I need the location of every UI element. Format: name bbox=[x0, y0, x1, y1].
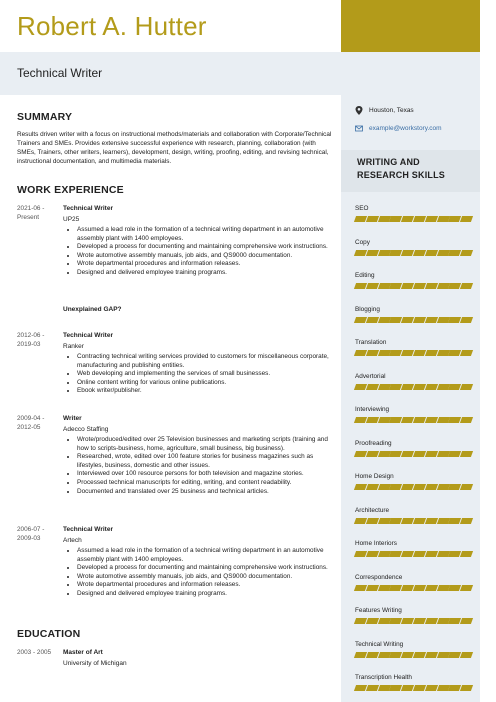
entry-bullets bbox=[63, 436, 335, 496]
skill-rating-segment bbox=[354, 317, 367, 323]
skill-item bbox=[355, 506, 473, 524]
email-link[interactable]: example@workstory.com bbox=[369, 125, 442, 132]
skills-heading: WRITING AND RESEARCH SKILLS bbox=[357, 157, 446, 180]
skill-rating-segment bbox=[413, 317, 426, 323]
right-gutter bbox=[480, 0, 496, 702]
skill-rating-segment bbox=[460, 283, 473, 289]
list-item: • Wrote departmental procedures and information releases. bbox=[77, 260, 335, 269]
skill-rating-segment bbox=[366, 283, 379, 289]
list-item: • Designed and delivered employee training programs. bbox=[77, 590, 335, 599]
skill-rating-bar bbox=[355, 518, 473, 524]
skill-rating-segment bbox=[460, 685, 473, 691]
skill-name: Home Design bbox=[355, 473, 394, 480]
skill-rating-segment bbox=[425, 283, 438, 289]
skill-item bbox=[355, 606, 473, 624]
skill-name: Transcription Health bbox=[355, 674, 412, 681]
skill-rating-segment bbox=[425, 484, 438, 490]
skill-rating-segment bbox=[413, 585, 426, 591]
skill-rating-segment bbox=[425, 685, 438, 691]
skill-rating-segment bbox=[413, 384, 426, 390]
skill-name: Interviewing bbox=[355, 406, 390, 413]
skill-rating-segment bbox=[366, 484, 379, 490]
skill-rating-bar bbox=[355, 317, 473, 323]
skill-rating-segment bbox=[460, 384, 473, 390]
skill-rating-segment bbox=[425, 618, 438, 624]
skill-name: Features Writing bbox=[355, 607, 402, 614]
skill-rating-bar bbox=[355, 350, 473, 356]
skill-rating-segment bbox=[460, 417, 473, 423]
job-title: Technical Writer bbox=[17, 66, 103, 80]
entry-role: Writer bbox=[63, 415, 82, 422]
entry-dates: 2006-07 - 2009-03 bbox=[17, 526, 45, 542]
skill-item bbox=[355, 372, 473, 390]
skill-rating-segment bbox=[366, 585, 379, 591]
skill-item bbox=[355, 439, 473, 457]
list-item: • Developed a process for documenting and maintaining comprehensive work instructions. bbox=[77, 243, 335, 252]
skill-rating-bar bbox=[355, 484, 473, 490]
skill-rating-segment bbox=[366, 250, 379, 256]
entry-dates: 2003 - 2005 bbox=[17, 649, 52, 656]
entry-bullets bbox=[63, 547, 335, 599]
skill-rating-segment bbox=[354, 384, 367, 390]
skill-rating-segment bbox=[366, 317, 379, 323]
skill-rating-segment bbox=[425, 317, 438, 323]
skill-name: Technical Writing bbox=[355, 640, 404, 648]
gap-label: Unexplained GAP? bbox=[63, 306, 122, 313]
skill-item bbox=[355, 539, 473, 557]
skill-rating-bar bbox=[355, 585, 473, 591]
skill-item bbox=[355, 305, 473, 323]
skill-name: Correspondence bbox=[355, 573, 403, 581]
entry-bullets bbox=[63, 353, 335, 396]
skill-rating-segment bbox=[366, 652, 379, 658]
skill-name: Editing bbox=[355, 272, 375, 279]
skill-rating-segment bbox=[413, 250, 426, 256]
list-item: • Ebook writer/publisher. bbox=[77, 387, 335, 396]
skill-rating-segment bbox=[354, 250, 367, 256]
skill-rating-bar bbox=[355, 551, 473, 557]
entry-dates: 2021-06 - Present bbox=[17, 205, 45, 221]
list-item: • Wrote automotive assembly manuals, job aids, and QS9000 documentation. bbox=[77, 252, 335, 261]
entry-company: UP25 bbox=[63, 216, 80, 223]
skill-rating-segment bbox=[354, 652, 367, 658]
skill-name: SEO bbox=[355, 205, 369, 212]
skill-rating-segment bbox=[413, 652, 426, 658]
skill-rating-segment bbox=[413, 518, 426, 524]
skill-rating-segment bbox=[366, 551, 379, 557]
skill-rating-bar bbox=[355, 685, 473, 691]
skill-rating-segment bbox=[460, 216, 473, 222]
entry-school: University of Michigan bbox=[63, 660, 127, 667]
list-item: • Designed and delivered employee training programs. bbox=[77, 269, 335, 278]
list-item: • Processed technical manuscripts for editing, writing, and content readability. bbox=[77, 479, 335, 488]
entry-dates: 2012-06 - 2019-03 bbox=[17, 332, 45, 348]
skill-rating-segment bbox=[366, 350, 379, 356]
skill-name: Home Interiors bbox=[355, 540, 397, 547]
skill-rating-segment bbox=[366, 417, 379, 423]
skill-item bbox=[355, 673, 473, 691]
skill-rating-bar bbox=[355, 250, 473, 256]
skill-item bbox=[355, 405, 473, 423]
list-item: • Developed a process for documenting and maintaining comprehensive work instructions. bbox=[77, 564, 335, 573]
skill-name: Blogging bbox=[355, 305, 380, 313]
entry-company: Ranker bbox=[63, 343, 84, 350]
skill-rating-segment bbox=[460, 618, 473, 624]
entry-bullets bbox=[63, 226, 335, 278]
entry-role: Technical Writer bbox=[63, 526, 113, 533]
skill-rating-bar bbox=[355, 652, 473, 658]
entry-company: Artech bbox=[63, 537, 82, 544]
skill-rating-segment bbox=[425, 585, 438, 591]
skill-item bbox=[355, 472, 473, 490]
entry-role: Technical Writer bbox=[63, 205, 113, 212]
skill-item bbox=[355, 640, 473, 658]
entry-role: Technical Writer bbox=[63, 332, 113, 339]
skill-rating-segment bbox=[460, 551, 473, 557]
entry-dates: 2009-04 - 2012-05 bbox=[17, 415, 45, 431]
skill-rating-segment bbox=[366, 216, 379, 222]
skill-name: Architecture bbox=[355, 506, 390, 514]
contact-location bbox=[355, 106, 414, 115]
skill-rating-segment bbox=[354, 518, 367, 524]
skill-name: Translation bbox=[355, 339, 387, 346]
summary-heading: SUMMARY bbox=[17, 111, 73, 123]
skill-rating-segment bbox=[460, 585, 473, 591]
skill-item bbox=[355, 338, 473, 356]
list-item: • Wrote departmental procedures and information releases. bbox=[77, 581, 335, 590]
skill-rating-segment bbox=[366, 618, 379, 624]
skill-rating-segment bbox=[425, 216, 438, 222]
list-item: • Wrote/produced/edited over 25 Television businesses and marketing scripts (training and how to scripts-business, home, agriculture, small business, big business). bbox=[77, 436, 335, 453]
skill-rating-bar bbox=[355, 451, 473, 457]
skill-item bbox=[355, 238, 473, 256]
skill-rating-segment bbox=[425, 250, 438, 256]
list-item: • Web developing and implementing the services of small businesses. bbox=[77, 370, 335, 379]
skill-name: Advertorial bbox=[355, 372, 386, 380]
map-pin-icon bbox=[355, 106, 363, 115]
skill-name: Copy bbox=[355, 238, 370, 246]
skill-rating-segment bbox=[460, 317, 473, 323]
entry-company: Adecco Staffing bbox=[63, 426, 109, 433]
skill-rating-segment bbox=[460, 350, 473, 356]
skill-rating-segment bbox=[460, 451, 473, 457]
list-item: • Assumed a lead role in the formation of a technical writing department in an automotive assembly plant with 1400 employees. bbox=[77, 547, 335, 564]
skill-rating-bar bbox=[355, 417, 473, 423]
skill-rating-segment bbox=[354, 585, 367, 591]
skill-rating-bar bbox=[355, 216, 473, 222]
skill-rating-segment bbox=[425, 350, 438, 356]
skill-rating-segment bbox=[460, 652, 473, 658]
skill-rating-segment bbox=[425, 417, 438, 423]
skill-rating-segment bbox=[425, 384, 438, 390]
skill-rating-segment bbox=[366, 451, 379, 457]
contact-email bbox=[355, 124, 442, 133]
summary-text: Results driven writer with a focus on instructional methods/materials and collaboration with Corporate/Technical Trainers and SMEs. Provides extensive successful experience with research, planning, collaboration (with SMEs, Trainers, other writers, learners), development, design, writing, proofing, editing, and revising technical, instructional documentation, and multimedia materials. bbox=[17, 131, 332, 165]
location-text: Houston, Texas bbox=[369, 107, 414, 114]
list-item: • Documented and translated over 25 business and technical articles. bbox=[77, 488, 335, 497]
candidate-name: Robert A. Hutter bbox=[17, 11, 207, 41]
envelope-icon bbox=[355, 124, 363, 133]
skill-rating-segment bbox=[425, 451, 438, 457]
skill-rating-segment bbox=[425, 518, 438, 524]
list-item: • Contracting technical writing services provided to customers for miscellaneous corporate, manufacturing and publishing entities. bbox=[77, 353, 335, 370]
entry-degree: Master of Art bbox=[63, 649, 103, 656]
skill-rating-segment bbox=[425, 551, 438, 557]
list-item: • Assumed a lead role in the formation of a technical writing department in an automotive assembly plant with 1400 employees. bbox=[77, 226, 335, 243]
skill-rating-bar bbox=[355, 618, 473, 624]
skill-rating-segment bbox=[354, 451, 367, 457]
skill-rating-segment bbox=[413, 451, 426, 457]
skill-rating-segment bbox=[460, 518, 473, 524]
list-item: • Online content writing for various online publications. bbox=[77, 379, 335, 388]
skill-item bbox=[355, 204, 473, 222]
skill-rating-segment bbox=[366, 685, 379, 691]
skill-name: Proofreading bbox=[355, 439, 392, 447]
skill-rating-segment bbox=[425, 652, 438, 658]
skill-item bbox=[355, 573, 473, 591]
list-item: • Researched, wrote, edited over 100 feature stories for business magazines such as lifestyles, business, domestic and other issues. bbox=[77, 453, 335, 470]
skill-item bbox=[355, 271, 473, 289]
list-item: • Interviewed over 100 resource persons for both television and magazine stories. bbox=[77, 470, 335, 479]
education-heading: EDUCATION bbox=[17, 628, 81, 640]
skill-rating-segment bbox=[366, 384, 379, 390]
work-experience-heading: WORK EXPERIENCE bbox=[17, 184, 124, 196]
skill-rating-segment bbox=[460, 250, 473, 256]
skill-rating-bar bbox=[355, 283, 473, 289]
accent-block bbox=[341, 0, 480, 52]
skill-rating-segment bbox=[460, 484, 473, 490]
list-item: • Wrote automotive assembly manuals, job aids, and QS9000 documentation. bbox=[77, 573, 335, 582]
skill-rating-segment bbox=[366, 518, 379, 524]
skill-rating-bar bbox=[355, 384, 473, 390]
